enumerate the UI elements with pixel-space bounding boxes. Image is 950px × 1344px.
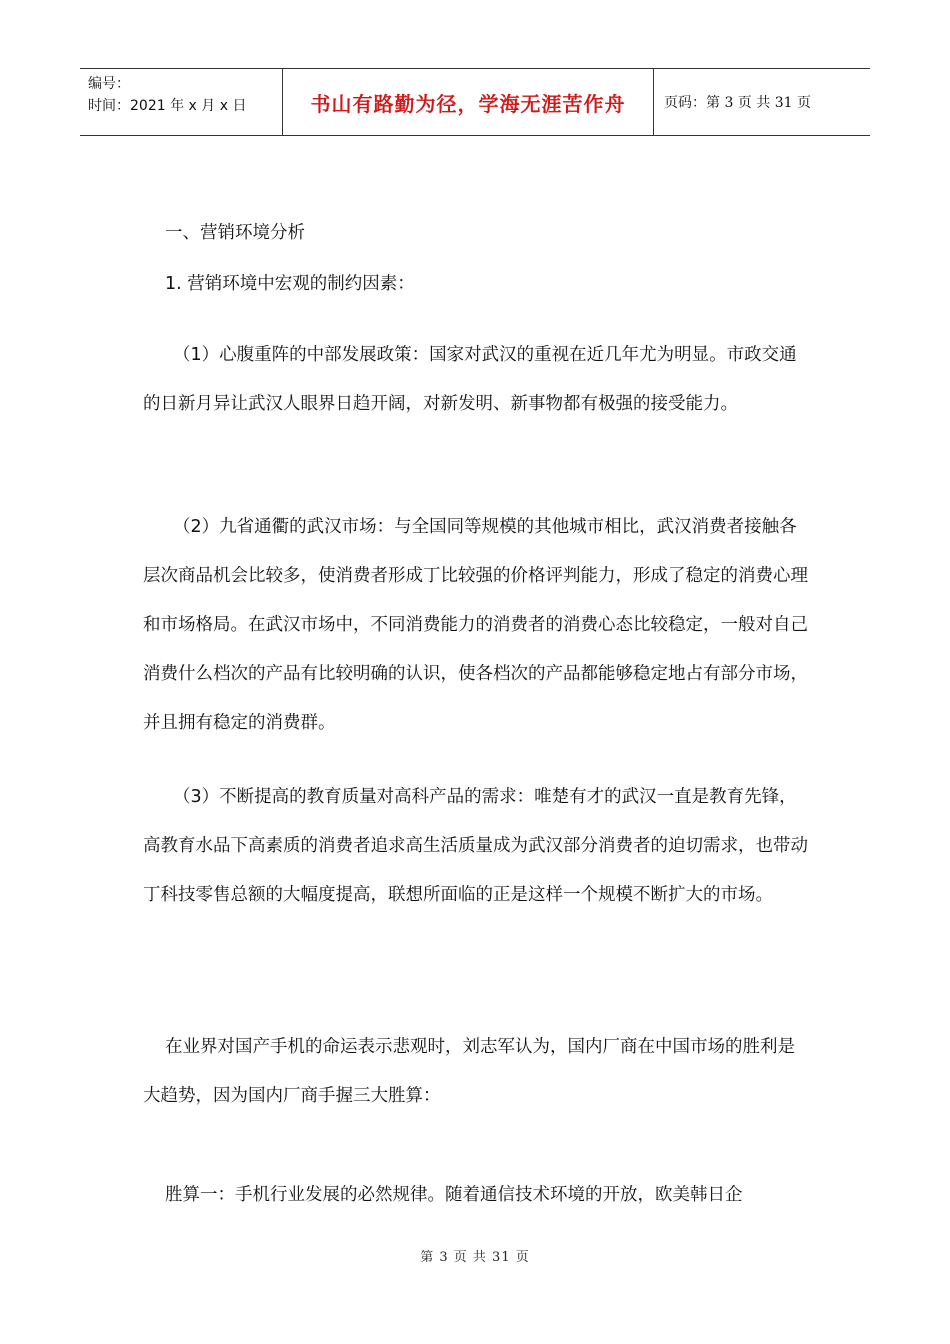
paragraph-3: （3）不断提高的教育质量对高科产品的需求：唯楚有才的武汉一直是教育先锋，高教育水品下高素质的消费者追求高生活质量成为武汉部分消费者的迫切需求，也带动丁科技零售总额的大幅度提高，联想所面临的正是这样一个规模不断扩大的市场。 <box>143 787 808 905</box>
paragraph-5: 胜算一：手机行业发展的必然规律。随着通信技术环境的开放，欧美韩日企 <box>165 1185 743 1205</box>
header-meta <box>80 69 282 135</box>
paragraph-2: （2）九省通衢的武汉市场：与全国同等规模的其他城市相比，武汉消费者接触各层次商品机会比较多，使消费者形成丁比较强的价格评判能力，形成了稳定的消费心理和市场格局。在武汉市场中，不同消费能力的消费者的消费心态比较稳定，一般对自己消费什么档次的产品有比较明确的认识，使各档次的产品都能够稳定地占有部分市场，并且拥有稳定的消费群。 <box>143 517 808 733</box>
header-page-cell <box>654 69 870 135</box>
document-header <box>80 68 870 136</box>
paragraph-4: 在业界对国产手机的命运表示悲观时，刘志军认为，国内厂商在中国市场的胜利是大趋势，因为国内厂商手握三大胜算： <box>143 1037 795 1106</box>
paragraph-1: （1）心腹重阵的中部发展政策：国家对武汉的重视在近几年尤为明显。市政交通的日新月异让武汉人眼界日趋开阔，对新发明、新事物都有极强的接受能力。 <box>143 345 797 414</box>
page-footer: 第 3 页 共 31 页 <box>420 1250 530 1265</box>
header-motto: 书山有路勤为径，学海无涯苦作舟 <box>310 91 626 116</box>
header-page-info: 页码：第 3 页 共 31 页 <box>664 95 811 111</box>
section-title: 一、营销环境分析 <box>165 223 305 243</box>
doc-number-label: 编号： <box>88 76 130 92</box>
header-motto-cell <box>282 69 654 135</box>
doc-time-label: 时间：2021 年 x 月 x 日 <box>88 98 247 114</box>
subsection-title: 1. 营销环境中宏观的制约因素： <box>165 274 415 294</box>
